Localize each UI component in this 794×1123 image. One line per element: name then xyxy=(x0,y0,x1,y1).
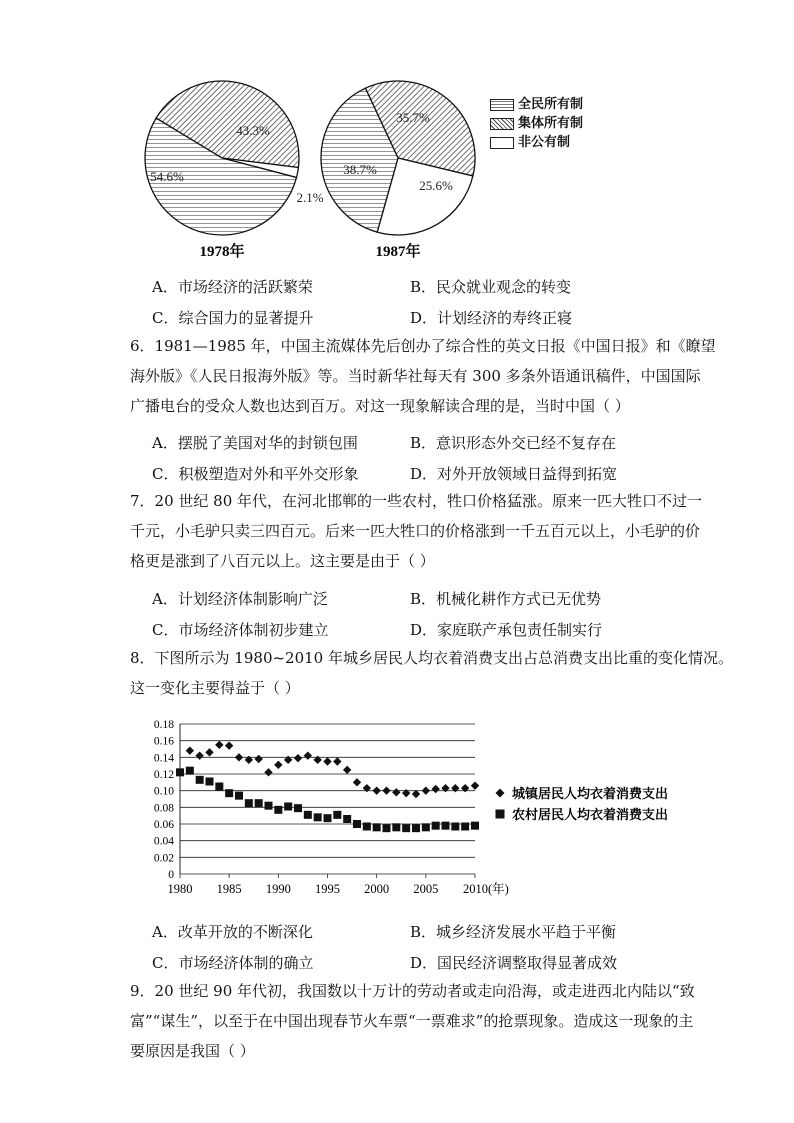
rural-point xyxy=(353,820,361,828)
pie-label-1978-2: 2.1% xyxy=(296,190,324,205)
rural-point xyxy=(333,811,341,819)
pie-1987 xyxy=(321,81,475,235)
rural-point xyxy=(265,802,273,810)
q6-option-c[interactable]: C．积极塑造对外和平外交形象 xyxy=(152,465,359,483)
urban-point xyxy=(441,784,449,792)
x-tick-label: 1995 xyxy=(315,882,340,896)
legend-item-private xyxy=(490,131,570,150)
q8-option-a[interactable]: A．改革开放的不断深化 xyxy=(152,923,313,941)
q7-line-2: 千元，小毛驴只卖三四百元。后来一匹大牲口的价格涨到一千五百元以上，小毛驴的价 xyxy=(130,522,701,540)
y-tick-label: 0.14 xyxy=(153,752,174,765)
clothing-expenditure-chart xyxy=(130,712,690,902)
pie-label-1987-1: 35.7% xyxy=(396,110,430,125)
y-tick-label: 0 xyxy=(168,869,174,881)
q8-option-d[interactable]: D．国民经济调整取得显著成效 xyxy=(410,954,618,972)
rural-point xyxy=(176,768,184,776)
urban-point xyxy=(284,756,292,764)
q6-stem xyxy=(130,331,716,421)
y-tick-label: 0.02 xyxy=(153,852,174,865)
urban-point xyxy=(353,778,361,786)
rural-point xyxy=(422,823,430,831)
y-tick-label: 0.16 xyxy=(153,735,174,748)
legend-swatch-private xyxy=(490,137,514,149)
y-tick-label: 0.04 xyxy=(153,835,174,848)
q8-option-b[interactable]: B．城乡经济发展水平趋于平衡 xyxy=(410,923,617,941)
urban-point xyxy=(431,785,439,793)
rural-point xyxy=(186,767,194,775)
rural-point xyxy=(314,813,322,821)
legend-marker-rural xyxy=(496,810,505,819)
q8-line-1: 8．下图所示为 1980~2010 年城乡居民人均衣着消费支出占总消费支出比重的变化情况。 xyxy=(130,649,733,667)
y-tick-label: 0.10 xyxy=(153,785,174,798)
rural-point xyxy=(206,778,214,786)
x-tick-label: 2010(年) xyxy=(463,882,509,896)
rural-point xyxy=(294,804,302,812)
pie-1978 xyxy=(145,81,324,235)
rural-point xyxy=(392,823,400,831)
rural-point xyxy=(461,823,469,831)
urban-point xyxy=(422,786,430,794)
rural-point xyxy=(442,822,450,830)
urban-point xyxy=(294,754,302,762)
urban-point xyxy=(343,766,351,774)
y-tick-label: 0.06 xyxy=(153,819,174,831)
y-tick-label: 0.12 xyxy=(153,769,174,781)
rural-point xyxy=(225,789,233,797)
q6-line-2: 海外版》《人民日报海外版》等。当时新华社每天有 300 多条外语通讯稿件，中国国际 xyxy=(130,367,701,385)
urban-point xyxy=(363,784,371,792)
legend-label-collective: 集体所有制 xyxy=(518,116,584,131)
urban-point xyxy=(461,784,469,792)
q8-stem xyxy=(130,643,733,703)
x-tick-label: 2000 xyxy=(364,882,390,896)
urban-point xyxy=(186,746,194,754)
rural-point xyxy=(274,806,282,814)
q7-line-1: 7．20 世纪 80 年代，在河北邯郸的一些农村，牲口价格猛涨。原来一匹大牲口不过一 xyxy=(130,492,703,510)
rural-point xyxy=(255,799,263,807)
rural-point xyxy=(304,811,312,819)
rural-point xyxy=(373,823,381,831)
rural-point xyxy=(235,792,243,800)
rural-point xyxy=(412,824,420,832)
urban-point xyxy=(245,756,253,764)
q9-stem xyxy=(130,976,695,1066)
y-tick-label: 0.18 xyxy=(153,719,174,731)
urban-point xyxy=(313,756,321,764)
urban-point xyxy=(392,788,400,796)
rural-point xyxy=(402,824,410,832)
urban-point xyxy=(235,753,243,761)
rural-point xyxy=(432,822,440,830)
legend-swatch-state xyxy=(490,99,514,111)
rural-point xyxy=(245,799,253,807)
pie-1987-year: 1987年 xyxy=(375,244,421,260)
legend-label-state: 全民所有制 xyxy=(518,97,584,112)
x-tick-label: 1990 xyxy=(265,882,291,896)
pie-label-1978-0: 54.6% xyxy=(150,169,184,184)
pie-charts xyxy=(130,80,510,270)
q5-option-a[interactable]: A．市场经济的活跃繁荣 xyxy=(152,278,313,296)
q6-option-a[interactable]: A．摆脱了美国对华的封锁包围 xyxy=(152,434,358,452)
urban-point xyxy=(225,741,233,749)
urban-point xyxy=(333,757,341,765)
q5-option-d[interactable]: D．计划经济的寿终正寝 xyxy=(410,309,573,327)
urban-point xyxy=(323,757,331,765)
urban-point xyxy=(451,784,459,792)
q5-option-b[interactable]: B．民众就业观念的转变 xyxy=(410,278,572,296)
pie-1978-year: 1978年 xyxy=(199,244,245,260)
rural-point xyxy=(383,824,391,832)
urban-point xyxy=(372,786,380,794)
q7-line-3: 格更是涨到了八百元以上。这主要是由于（ ） xyxy=(130,552,435,570)
urban-point xyxy=(402,789,410,797)
urban-point xyxy=(254,755,262,763)
pie-label-1978-1: 43.3% xyxy=(236,123,270,138)
q9-line-3: 要原因是我国（ ） xyxy=(130,1042,255,1060)
urban-point xyxy=(264,768,272,776)
urban-point xyxy=(205,748,213,756)
rural-point xyxy=(284,803,292,811)
q6-line-1: 6．1981—1985 年，中国主流媒体先后创办了综合性的英文日报《中国日报》和《瞭望 xyxy=(130,337,716,355)
q7-option-d[interactable]: D．家庭联产承包责任制实行 xyxy=(410,621,603,639)
q6-line-3: 广播电台的受众人数也达到百万。对这一现象解读合理的是，当时中国（ ） xyxy=(130,397,630,415)
q7-option-a[interactable]: A．计划经济体制影响广泛 xyxy=(152,590,328,608)
rural-point xyxy=(324,814,332,822)
rural-point xyxy=(451,823,459,831)
q9-line-1: 9．20 世纪 90 年代初，我国数以十万计的劳动者或走向沿海，或走进西北内陆以“致 xyxy=(130,982,695,1000)
legend-item-state xyxy=(490,93,583,112)
rural-point xyxy=(343,815,351,823)
q9-line-2: 富”“谋生”，以至于在中国出现春节火车票“一票难求”的抢票现象。造成这一现象的主 xyxy=(130,1012,694,1030)
rural-point xyxy=(196,776,204,784)
urban-point xyxy=(274,761,282,769)
rural-point xyxy=(215,783,223,791)
legend-marker-urban xyxy=(496,789,505,798)
q7-option-c[interactable]: C．市场经济体制初步建立 xyxy=(152,621,329,639)
urban-point xyxy=(382,786,390,794)
x-tick-label: 1980 xyxy=(167,882,193,896)
legend-label-rural: 农村居民人均衣着消费支出 xyxy=(512,807,669,822)
x-tick-label: 1985 xyxy=(216,882,242,896)
rural-point xyxy=(363,823,371,831)
q7-option-b[interactable]: B．机械化耕作方式已无优势 xyxy=(410,590,602,608)
q6-option-d[interactable]: D．对外开放领域日益得到拓宽 xyxy=(410,465,618,483)
y-tick-label: 0.08 xyxy=(153,802,174,815)
urban-point xyxy=(304,751,312,759)
q8-line-2: 这一变化主要得益于（ ） xyxy=(130,679,300,697)
x-tick-label: 2005 xyxy=(413,882,439,896)
urban-point xyxy=(215,741,223,749)
q7-stem xyxy=(130,486,703,576)
pie-label-1987-0: 38.7% xyxy=(343,162,377,177)
rural-point xyxy=(471,822,479,830)
q6-option-b[interactable]: B．意识形态外交已经不复存在 xyxy=(410,434,617,452)
legend-item-collective xyxy=(490,112,583,131)
urban-point xyxy=(195,751,203,759)
q8-option-c[interactable]: C．市场经济体制的确立 xyxy=(152,954,314,972)
legend-label-urban: 城镇居民人均衣着消费支出 xyxy=(512,786,669,801)
legend-label-private: 非公有制 xyxy=(518,135,571,150)
q5-option-c[interactable]: C．综合国力的显著提升 xyxy=(152,309,314,327)
pie-label-1987-2: 25.6% xyxy=(419,178,453,193)
legend-swatch-collective xyxy=(490,118,514,130)
urban-point xyxy=(471,781,479,789)
